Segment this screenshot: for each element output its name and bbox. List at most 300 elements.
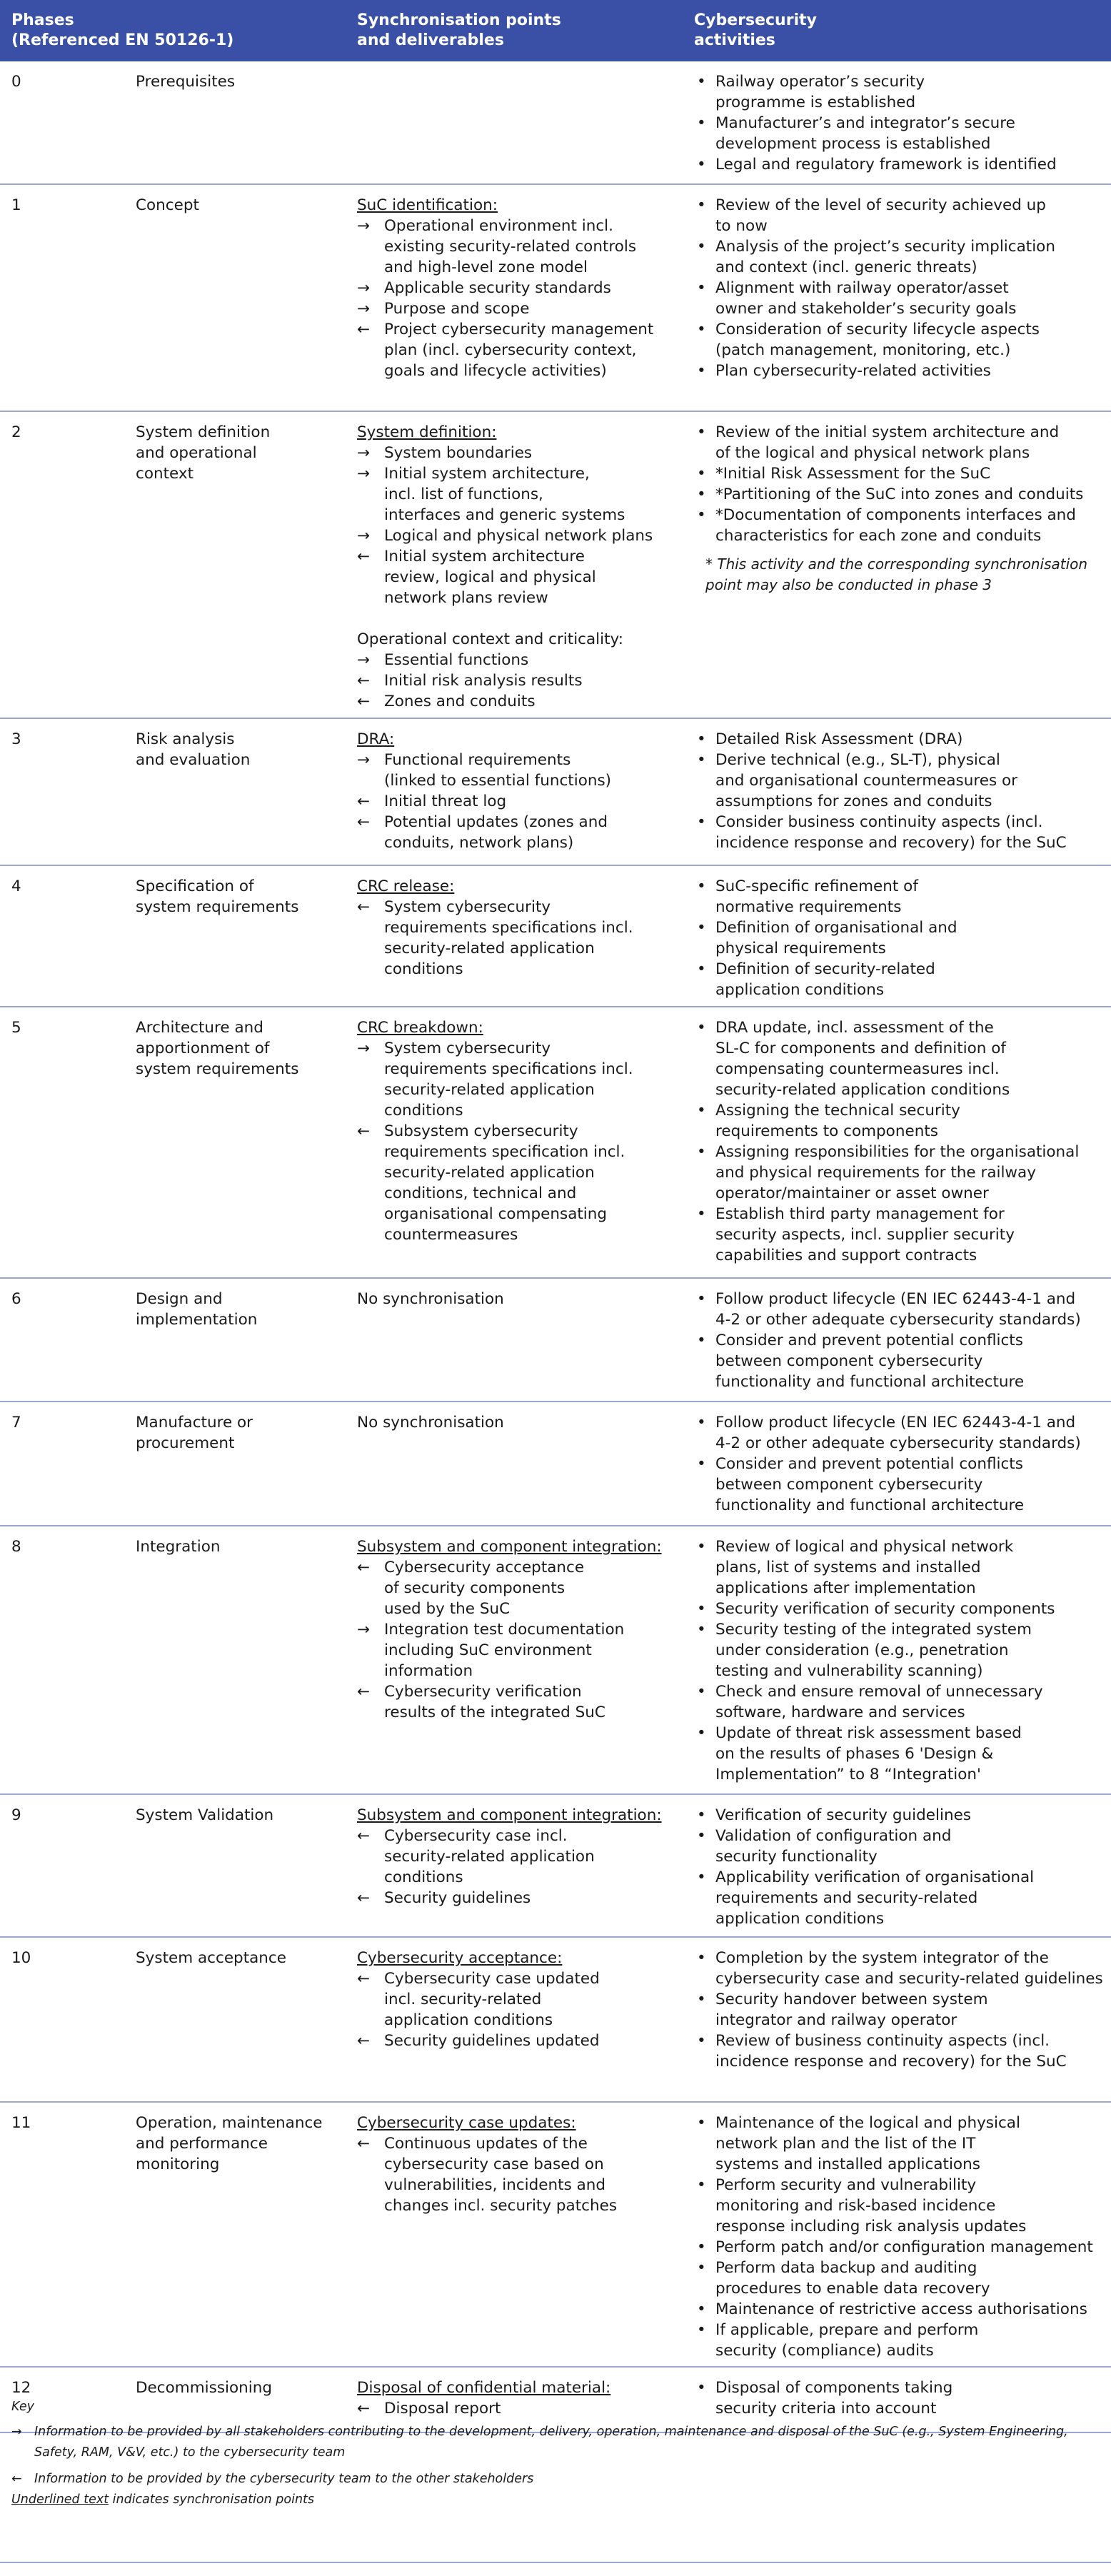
sync-points-cell	[357, 1289, 678, 1309]
left-arrow-icon: ←	[357, 2400, 371, 2417]
deliverable-item	[357, 1619, 678, 1681]
right-arrow-icon: →	[357, 217, 371, 235]
deliverable-text: Applicable security standards	[384, 279, 611, 297]
deliverable-text: Initial system architecture review, logical and physical network plans review	[384, 548, 596, 607]
deliverable-item	[357, 791, 678, 812]
bullet-icon: •	[697, 751, 706, 769]
activity-text: *Documentation of components interfaces and characteristics for each zone and conduits	[715, 506, 1076, 545]
sync-point-title: System definition:	[357, 423, 497, 441]
activities-cell	[694, 1536, 1104, 1785]
activities-cell	[694, 422, 1104, 595]
activity-text: Perform patch and/or configuration management	[715, 2238, 1093, 2256]
left-arrow-icon: ←	[357, 813, 371, 831]
deliverable-text: Purpose and scope	[384, 300, 530, 318]
left-arrow-icon: ←	[357, 793, 371, 810]
activity-item	[694, 278, 1104, 319]
deliverable-item	[357, 670, 678, 691]
activity-text: Validation of configuration and security functionality	[715, 1827, 952, 1866]
activities-cell	[694, 71, 1104, 175]
activities-list	[694, 729, 1104, 853]
sync-point-title: Disposal of confidential material:	[357, 2379, 611, 2397]
header-activities: Cybersecurity activities	[694, 11, 817, 49]
phase-name: System acceptance	[136, 1949, 286, 1967]
activity-item	[694, 1454, 1104, 1516]
bullet-icon: •	[697, 2259, 706, 2277]
activity-text: Assigning responsibilities for the organisational and physical requirements for the railway operator/maintainer or asset owner	[715, 1143, 1080, 1202]
bullet-icon: •	[697, 1806, 706, 1824]
sync-text: No synchronisation	[357, 1290, 504, 1308]
phase-name: Decommissioning	[136, 2379, 273, 2397]
activity-item	[694, 422, 1104, 463]
activity-text: Definition of security-related application conditions	[715, 960, 935, 999]
activity-item	[694, 113, 1104, 154]
activities-cell	[694, 1412, 1104, 1516]
deliverable-item	[357, 463, 678, 525]
phase-number: 6	[11, 1290, 21, 1308]
deliverable-item	[357, 1557, 678, 1619]
deliverable-item	[357, 525, 678, 546]
deliverable-text: Integration test documentation including SuC environment information	[384, 1621, 625, 1680]
phase-number: 5	[11, 1019, 21, 1037]
bullet-icon: •	[697, 1621, 706, 1639]
deliverable-item	[357, 812, 678, 853]
deliverable-item	[357, 278, 678, 298]
activity-text: Review of business continuity aspects (incl. incidence response and recovery) for the SuC	[715, 2032, 1067, 2071]
deliverable-text: Continuous updates of the cybersecurity case based on vulnerabilities, incidents and changes incl. security patches	[384, 2135, 618, 2215]
right-arrow-icon: →	[357, 1621, 371, 1639]
bullet-icon: •	[697, 1991, 706, 2008]
sync-point-title: DRA:	[357, 730, 395, 748]
activity-item	[694, 1289, 1104, 1330]
bullet-icon: •	[697, 919, 706, 937]
activity-text: Security testing of the integrated system under consideration (e.g., penetration testing and vulnerability scanning)	[715, 1621, 1032, 1680]
sync-point-title: Cybersecurity case updates:	[357, 2114, 576, 2132]
activity-item	[694, 1826, 1104, 1867]
left-arrow-icon: ←	[357, 1122, 371, 1140]
activity-item	[694, 1204, 1104, 1266]
bullet-icon: •	[697, 2300, 706, 2318]
activity-text: Completion by the system integrator of the cybersecurity case and security-related guidelines	[715, 1949, 1103, 1988]
table-row	[0, 866, 1111, 1007]
table-row	[0, 1279, 1111, 1402]
bullet-icon: •	[697, 1205, 706, 1223]
left-arrow-icon: ←	[357, 2032, 371, 2050]
activities-cell	[694, 1289, 1104, 1392]
left-arrow-icon: ←	[11, 2472, 22, 2486]
deliverable-item	[357, 1888, 678, 1908]
bullet-icon: •	[697, 1102, 706, 1120]
bullet-icon: •	[697, 2032, 706, 2050]
activity-item	[694, 1100, 1104, 1142]
activity-item	[694, 195, 1104, 236]
sync-point-title: Subsystem and component integration:	[357, 1538, 662, 1556]
activity-item	[694, 1867, 1104, 1929]
activity-footnote: * This activity and the corresponding synchronisation point may also be conducted in phase 3	[705, 555, 1088, 593]
key-item-from-team	[11, 2469, 1111, 2490]
phase-name: Concept	[136, 196, 199, 214]
activities-list	[694, 71, 1104, 175]
activity-item	[694, 1619, 1104, 1681]
activity-text: Disposal of components taking security criteria into account	[715, 2379, 953, 2417]
activity-text: Review of logical and physical network plans, list of systems and installed applications after implementation	[715, 1538, 1014, 1597]
activity-text: Follow product lifecycle (EN IEC 62443-4-1 and 4-2 or other adequate cybersecurity standards)	[715, 1414, 1081, 1452]
phase-name: Prerequisites	[136, 73, 236, 91]
activity-text: Review of the level of security achieved up to now	[715, 196, 1046, 235]
activity-item	[694, 729, 1104, 750]
table-row	[0, 61, 1111, 185]
activities-list	[694, 1536, 1104, 1785]
right-arrow-icon: →	[357, 465, 371, 483]
bullet-icon: •	[697, 1290, 706, 1308]
activity-text: Security handover between system integrator and railway operator	[715, 1991, 988, 2029]
activity-item	[694, 2113, 1104, 2175]
activity-text: Review of the initial system architecture and of the logical and physical network plans	[715, 423, 1060, 462]
deliverable-text: Operational environment incl. existing security-related controls and high-level zone model	[384, 217, 637, 276]
activity-item	[694, 2258, 1104, 2299]
key-title: Key	[11, 2400, 34, 2414]
activity-text: Consider business continuity aspects (incl. incidence response and recovery) for the SuC	[715, 813, 1067, 852]
phase-number: 9	[11, 1806, 21, 1824]
activity-text: Manufacturer’s and integrator’s secure development process is established	[715, 114, 1015, 153]
activities-cell	[694, 2113, 1104, 2361]
activity-text: DRA update, incl. assessment of the SL-C for components and definition of compensating countermeasures incl. security-related application conditions	[715, 1019, 1010, 1099]
activities-cell	[694, 195, 1104, 381]
activity-text: Security verification of security components	[715, 1600, 1055, 1618]
activity-item	[694, 2031, 1104, 2072]
deliverable-item	[357, 1038, 678, 1121]
sync-points-cell	[357, 1805, 678, 1908]
deliverable-text: System cybersecurity requirements specifications incl. security-related application conditions	[384, 1040, 633, 1120]
bullet-icon: •	[697, 423, 706, 441]
activity-item	[694, 1017, 1104, 1100]
left-arrow-icon: ←	[357, 321, 371, 338]
activities-cell	[694, 1948, 1104, 2072]
phase-number: 0	[11, 73, 21, 91]
activities-list	[694, 1289, 1104, 1392]
sync-point-title: Cybersecurity acceptance:	[357, 1949, 563, 1967]
activity-text: *Initial Risk Assessment for the SuC	[715, 465, 991, 483]
left-arrow-icon: ←	[357, 1827, 371, 1845]
sync-points-cell	[357, 2113, 678, 2216]
phase-number: 4	[11, 877, 21, 895]
activity-item	[694, 361, 1104, 381]
deliverable-item	[357, 1968, 678, 2031]
deliverable-text: Cybersecurity case incl. security-related application conditions	[384, 1827, 595, 1886]
sync-points-cell	[357, 1536, 678, 1723]
sync-text: No synchronisation	[357, 1414, 504, 1432]
right-arrow-icon: →	[357, 444, 371, 462]
activity-item	[694, 236, 1104, 278]
bullet-icon: •	[697, 2176, 706, 2194]
sync-points-cell	[357, 195, 678, 381]
activity-item	[694, 1989, 1104, 2031]
right-arrow-icon: →	[357, 651, 371, 669]
activity-text: If applicable, prepare and perform security (compliance) audits	[715, 2321, 979, 2360]
header-phases: Phases (Referenced EN 50126-1)	[11, 11, 234, 49]
deliverable-item	[357, 2133, 678, 2216]
activities-list	[694, 876, 1104, 1000]
activity-text: Follow product lifecycle (EN IEC 62443-4-1 and 4-2 or other adequate cybersecurity standards)	[715, 1290, 1081, 1329]
right-arrow-icon: →	[357, 527, 371, 545]
key-underline-note	[11, 2490, 1111, 2510]
sync-points-cell	[357, 422, 678, 712]
deliverable-text: Potential updates (zones and conduits, network plans)	[384, 813, 608, 852]
phase-name: System Validation	[136, 1806, 274, 1824]
activity-item	[694, 2320, 1104, 2361]
deliverable-text: Disposal report	[384, 2400, 501, 2417]
left-arrow-icon: ←	[357, 1889, 371, 1907]
activity-item	[694, 1412, 1104, 1454]
phase-number: 10	[11, 1949, 31, 1967]
activities-cell	[694, 1017, 1104, 1266]
phase-name: Risk analysis and evaluation	[136, 730, 251, 769]
activities-list	[694, 422, 1104, 546]
bullet-icon: •	[697, 730, 706, 748]
bullet-icon: •	[697, 2238, 706, 2256]
phase-name: Integration	[136, 1538, 221, 1556]
sync-points-cell	[357, 1412, 678, 1433]
phase-name: Operation, maintenance and performance monitoring	[136, 2114, 323, 2173]
deliverable-text: Cybersecurity acceptance of security components used by the SuC	[384, 1559, 585, 1618]
deliverable-item	[357, 546, 678, 608]
bullet-icon: •	[697, 73, 706, 91]
deliverable-text: Cybersecurity verification results of the integrated SuC	[384, 1683, 605, 1721]
deliverable-item	[357, 1121, 678, 1245]
activity-item	[694, 71, 1104, 113]
phase-number: 11	[11, 2114, 31, 2132]
table-header	[0, 0, 1111, 61]
activity-text: Plan cybersecurity-related activities	[715, 362, 991, 380]
activity-item	[694, 2299, 1104, 2320]
right-arrow-icon: →	[357, 300, 371, 318]
phase-name: Design and implementation	[136, 1290, 258, 1329]
deliverable-text: Cybersecurity case updated incl. security-related application conditions	[384, 1970, 600, 2029]
activity-item	[694, 1805, 1104, 1826]
activity-text: Maintenance of the logical and physical network plan and the list of the IT systems and installed applications	[715, 2114, 1020, 2173]
bullet-icon: •	[697, 2321, 706, 2339]
bullet-icon: •	[697, 1949, 706, 1967]
sync-points-cell	[357, 1017, 678, 1245]
activity-item	[694, 876, 1104, 917]
activity-text: Detailed Risk Assessment (DRA)	[715, 730, 963, 748]
bullet-icon: •	[697, 506, 706, 524]
phase-number: 7	[11, 1414, 21, 1432]
deliverable-item	[357, 2031, 678, 2051]
phase-number: 3	[11, 730, 21, 748]
left-arrow-icon: ←	[357, 1559, 371, 1576]
bullet-icon: •	[697, 321, 706, 338]
deliverable-text: Subsystem cybersecurity requirements specification incl. security-related application conditions, technical and organisational compensating countermeasures	[384, 1122, 625, 1244]
activity-item	[694, 2237, 1104, 2258]
activity-text: Perform data backup and auditing procedures to enable data recovery	[715, 2259, 990, 2298]
bullet-icon: •	[697, 1827, 706, 1845]
key-underlined-rest: indicates synchronisation points	[109, 2492, 315, 2507]
bullet-icon: •	[697, 196, 706, 214]
deliverable-text: System boundaries	[384, 444, 533, 462]
bullet-icon: •	[697, 1414, 706, 1432]
table-row	[0, 1402, 1111, 1526]
deliverable-item	[357, 1681, 678, 1723]
activity-text: Railway operator’s security programme is established	[715, 73, 925, 111]
bullet-icon: •	[697, 238, 706, 256]
phase-number: 8	[11, 1538, 21, 1556]
bullet-icon: •	[697, 877, 706, 895]
deliverable-text: Initial threat log	[384, 793, 507, 810]
activity-item	[694, 1330, 1104, 1392]
phase-number: 2	[11, 423, 21, 441]
left-arrow-icon: ←	[357, 2135, 371, 2153]
table-row	[0, 1938, 1111, 2103]
left-arrow-icon: ←	[357, 1683, 371, 1701]
deliverable-item	[357, 443, 678, 463]
deliverable-text: Initial risk analysis results	[384, 672, 583, 690]
activity-item	[694, 1536, 1104, 1599]
table-row	[0, 1526, 1111, 1795]
activities-list	[694, 1017, 1104, 1266]
bullet-icon: •	[697, 114, 706, 132]
activities-list	[694, 195, 1104, 381]
activity-text: SuC-specific refinement of normative requirements	[715, 877, 918, 916]
phase-name: Architecture and apportionment of system requirements	[136, 1019, 299, 1078]
activity-item	[694, 505, 1104, 546]
activity-text: Analysis of the project’s security implication and context (incl. generic threats)	[715, 238, 1055, 276]
bullet-icon: •	[697, 156, 706, 173]
deliverable-item	[357, 750, 678, 791]
right-arrow-icon: →	[357, 279, 371, 297]
activities-list	[694, 1805, 1104, 1929]
activity-text: Update of threat risk assessment based on the results of phases 6 'Design & Implementation” to 8 “Integration'	[715, 1724, 1022, 1783]
activity-text: Alignment with railway operator/asset owner and stakeholder’s security goals	[715, 279, 1017, 318]
bullet-icon: •	[697, 1683, 706, 1701]
table-row	[0, 412, 1111, 719]
bullet-icon: •	[697, 813, 706, 831]
phase-name: Manufacture or procurement	[136, 1414, 253, 1452]
activity-text: Derive technical (e.g., SL-T), physical and organisational countermeasures or assumptions for zones and conduits	[715, 751, 1018, 810]
deliverable-text: System cybersecurity requirements specifications incl. security-related application conditions	[384, 898, 633, 978]
activity-text: Definition of organisational and physical requirements	[715, 919, 957, 957]
deliverable-item	[357, 319, 678, 381]
deliverable-item	[357, 298, 678, 319]
bullet-icon: •	[697, 1868, 706, 1886]
bullet-icon: •	[697, 1724, 706, 1742]
bullet-icon: •	[697, 2379, 706, 2397]
sync-points-cell	[357, 1948, 678, 2051]
bullet-icon: •	[697, 485, 706, 503]
phase-number: 1	[11, 196, 21, 214]
activity-item	[694, 750, 1104, 812]
deliverable-text: Initial system architecture, incl. list of functions, interfaces and generic systems	[384, 465, 625, 524]
deliverable-item	[357, 691, 678, 712]
left-arrow-icon: ←	[357, 548, 371, 565]
right-arrow-icon: →	[357, 1040, 371, 1057]
deliverable-item	[357, 1826, 678, 1888]
key-section	[0, 2397, 1111, 2510]
deliverable-item	[357, 897, 678, 980]
activities-cell	[694, 729, 1104, 853]
activities-list	[694, 2113, 1104, 2361]
bullet-icon: •	[697, 2114, 706, 2132]
header-sync: Synchronisation points and deliverables	[357, 11, 561, 49]
phase-number: 12	[11, 2379, 31, 2397]
table-row	[0, 1007, 1111, 1279]
left-arrow-icon: ←	[357, 898, 371, 916]
activity-item	[694, 319, 1104, 361]
key-underlined-word: Underlined text	[11, 2492, 109, 2507]
activity-text: Consider and prevent potential conflicts between component cybersecurity functionality and functional architecture	[715, 1332, 1025, 1391]
activity-text: Consideration of security lifecycle aspects (patch management, monitoring, etc.)	[715, 321, 1040, 359]
activity-item	[694, 154, 1104, 175]
bottom-divider	[0, 2562, 1111, 2563]
bullet-icon: •	[697, 960, 706, 978]
bullet-icon: •	[697, 1143, 706, 1161]
activity-item	[694, 463, 1104, 484]
sync-point-title: CRC release:	[357, 877, 455, 895]
sync-point-title: Subsystem and component integration:	[357, 1806, 662, 1824]
activity-item	[694, 1599, 1104, 1619]
key-from-team-text: Information to be provided by the cybersecurity team to the other stakeholders	[34, 2472, 534, 2486]
bullet-icon: •	[697, 362, 706, 380]
activity-item	[694, 917, 1104, 959]
activity-text: Perform security and vulnerability monitoring and risk-based incidence response including risk analysis updates	[715, 2176, 1027, 2235]
sync-text: Operational context and criticality:	[357, 630, 623, 648]
right-arrow-icon: →	[11, 2425, 22, 2439]
bullet-icon: •	[697, 1455, 706, 1473]
deliverable-text: Security guidelines updated	[384, 2032, 600, 2050]
sync-points-cell	[357, 729, 678, 853]
activity-item	[694, 959, 1104, 1000]
activities-list	[694, 1948, 1104, 2072]
activity-text: Check and ensure removal of unnecessary software, hardware and services	[715, 1683, 1043, 1721]
deliverable-text: Security guidelines	[384, 1889, 531, 1907]
activity-item	[694, 1948, 1104, 1989]
activities-cell	[694, 1805, 1104, 1929]
sync-point-title: SuC identification:	[357, 196, 498, 214]
activities-cell	[694, 876, 1104, 1000]
deliverable-item	[357, 650, 678, 670]
activity-item	[694, 2175, 1104, 2237]
deliverable-text: Logical and physical network plans	[384, 527, 653, 545]
activity-item	[694, 1723, 1104, 1785]
spacer	[357, 608, 678, 629]
left-arrow-icon: ←	[357, 672, 371, 690]
sync-point-title: CRC breakdown:	[357, 1019, 483, 1037]
key-item-to-team	[11, 2422, 1111, 2463]
activity-text: Verification of security guidelines	[715, 1806, 971, 1824]
bullet-icon: •	[697, 279, 706, 297]
table-row	[0, 185, 1111, 412]
activity-text: Consider and prevent potential conflicts between component cybersecurity functionality and functional architecture	[715, 1455, 1025, 1514]
activity-item	[694, 1142, 1104, 1204]
activity-text: Maintenance of restrictive access authorisations	[715, 2300, 1087, 2318]
activity-text: *Partitioning of the SuC into zones and conduits	[715, 485, 1084, 503]
bullet-icon: •	[697, 1600, 706, 1618]
deliverable-text: Functional requirements (linked to essential functions)	[384, 751, 612, 790]
deliverable-text: Zones and conduits	[384, 693, 536, 710]
deliverable-text: Project cybersecurity management plan (incl. cybersecurity context, goals and lifecycle activities)	[384, 321, 654, 380]
phase-name: System definition and operational context	[136, 423, 271, 483]
phase-name: Specification of system requirements	[136, 877, 299, 916]
table-row	[0, 719, 1111, 866]
key-to-team-text: Information to be provided by all stakeholders contributing to the development, delivery, operation, maintenance and disposal of the SuC (e.g., System Engineering, Safety, RAM, V&V, etc.) to the cybersecurity team	[34, 2425, 1068, 2460]
bullet-icon: •	[697, 1538, 706, 1556]
activity-item	[694, 1681, 1104, 1723]
sync-points-cell	[357, 876, 678, 980]
activity-item	[694, 484, 1104, 505]
bullet-icon: •	[697, 1332, 706, 1349]
table-row	[0, 1795, 1111, 1938]
right-arrow-icon: →	[357, 751, 371, 769]
activity-text: Establish third party management for security aspects, incl. supplier security capabilities and support contracts	[715, 1205, 1015, 1264]
